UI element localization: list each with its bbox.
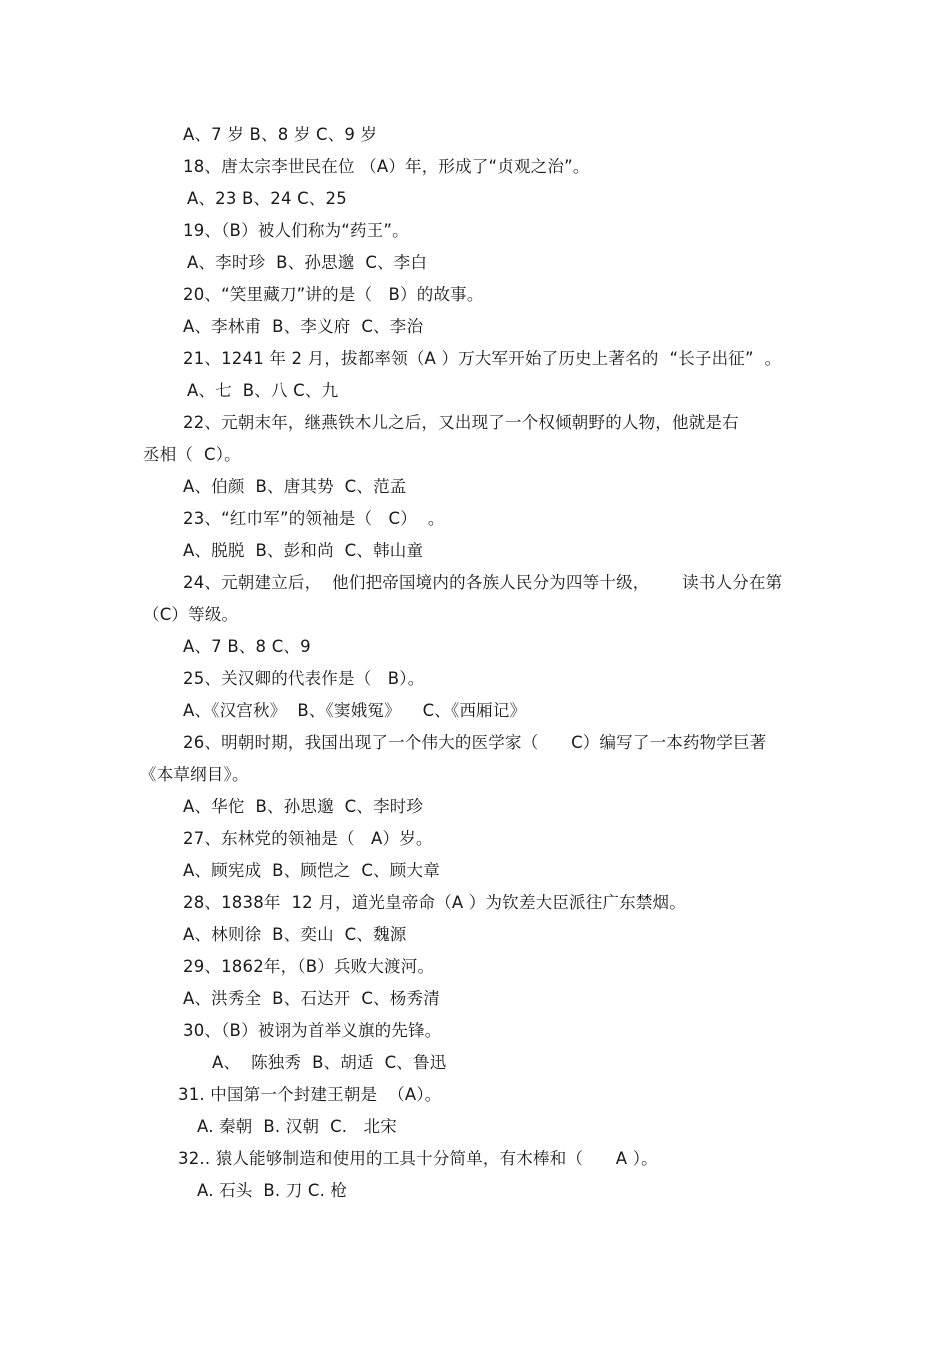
question-21: 21、1241 年 2 月，拔都率领（A ）万大军开始了历史上著名的 “长子出征” 。 <box>183 349 782 368</box>
question-18: 18、唐太宗李世民在位 （A）年，形成了“贞观之治”。 <box>183 157 590 176</box>
question-19: 19、（B）被人们称为“药王”。 <box>183 221 409 240</box>
question-22-line-2: 丞相（ C）。 <box>143 445 241 464</box>
question-27: 27、东林党的领袖是（ A）岁。 <box>183 829 433 848</box>
answer-options-17: A、7 岁 B、8 岁 C、9 岁 <box>183 125 378 144</box>
answer-options-18: A、23 B、24 C、25 <box>187 189 347 208</box>
answer-options-29: A、洪秀全 B、石达开 C、杨秀清 <box>183 989 440 1008</box>
answer-options-19: A、李时珍 B、孙思邈 C、李白 <box>187 253 428 272</box>
question-25: 25、关汉卿的代表作是（ B）。 <box>183 669 425 688</box>
answer-options-20: A、李林甫 B、李义府 C、李治 <box>183 317 424 336</box>
answer-options-22: A、伯颜 B、唐其势 C、范孟 <box>183 477 407 496</box>
answer-options-26: A、华佗 B、孙思邈 C、李时珍 <box>183 797 424 816</box>
question-22-line-1: 22、元朝末年，继燕铁木儿之后，又出现了一个权倾朝野的人物，他就是右 <box>183 413 739 432</box>
answer-options-28: A、林则徐 B、奕山 C、魏源 <box>183 925 407 944</box>
answer-options-32: A. 石头 B. 刀 C. 枪 <box>197 1181 348 1200</box>
answer-options-24: A、7 B、8 C、9 <box>183 637 311 656</box>
question-32: 32.. 猿人能够制造和使用的工具十分简单，有木棒和（ A ）。 <box>178 1149 658 1168</box>
question-23: 23、“红巾军”的领袖是（ C） 。 <box>183 509 445 528</box>
answer-options-21: A、七 B、八 C、九 <box>187 381 339 400</box>
question-26-line-1: 26、明朝时期，我国出现了一个伟大的医学家（ C）编写了一本药物学巨著 <box>183 733 767 752</box>
question-30: 30、（B）被诩为首举义旗的先锋。 <box>183 1021 442 1040</box>
question-31: 31. 中国第一个封建王朝是 （A）。 <box>178 1085 442 1104</box>
answer-options-23: A、脱脱 B、彭和尚 C、韩山童 <box>183 541 424 560</box>
question-28: 28、1838年 12 月，道光皇帝命（A ）为钦差大臣派往广东禁烟。 <box>183 893 686 912</box>
answer-options-27: A、顾宪成 B、顾恺之 C、顾大章 <box>183 861 440 880</box>
answer-options-25: A、《汉宫秋》 B、《窦娥冤》 C、《西厢记》 <box>183 701 527 720</box>
question-20: 20、“笑里藏刀”讲的是（ B）的故事。 <box>183 285 484 304</box>
answer-options-31: A. 秦朝 B. 汉朝 C. 北宋 <box>197 1117 397 1136</box>
question-24-line-1: 24、元朝建立后， 他们把帝国境内的各族人民分为四等十级， 读书人分在第 <box>183 573 783 592</box>
question-26-line-2: 《本草纲目》。 <box>140 765 249 784</box>
question-24-line-2: （C）等级。 <box>143 605 239 624</box>
answer-options-30: A、 陈独秀 B、胡适 C、鲁迅 <box>212 1053 447 1072</box>
question-29: 29、1862年，（B）兵败大渡河。 <box>183 957 435 976</box>
